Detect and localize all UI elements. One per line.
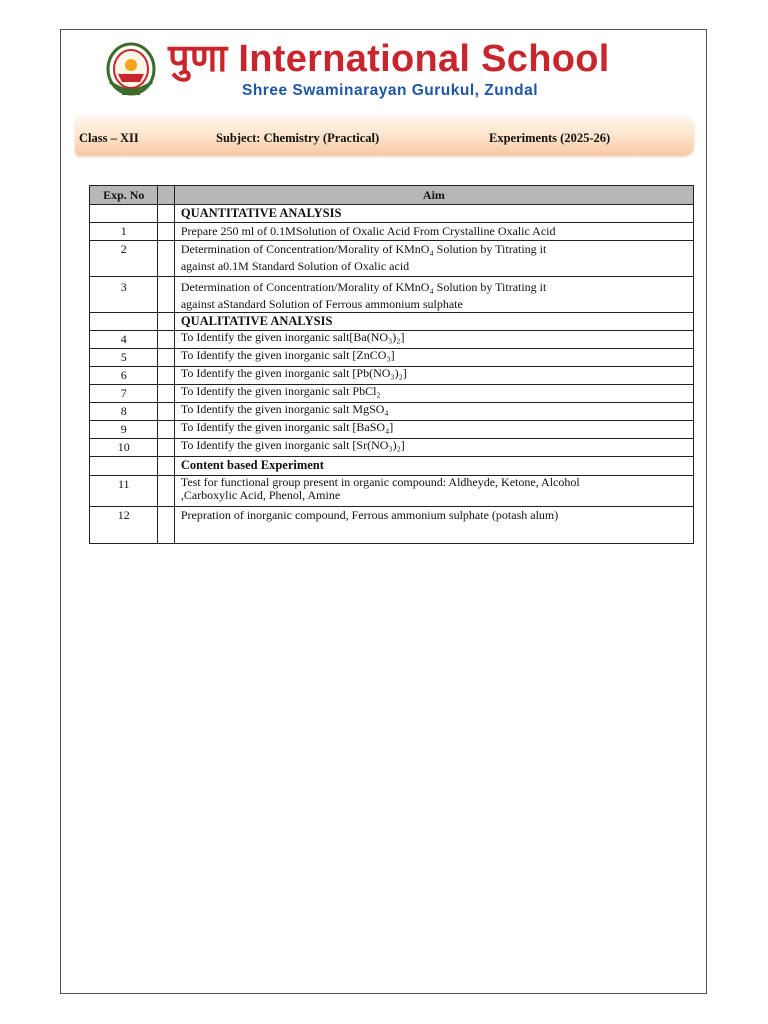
school-name-english: International School xyxy=(238,38,610,80)
school-header xyxy=(104,40,684,102)
section-row xyxy=(90,313,694,331)
table-row: 6 To Identify the given inorganic salt [Pb(NO₃)₂] xyxy=(90,367,694,385)
section-row xyxy=(90,457,694,476)
school-subtitle: Shree Swaminarayan Gurukul, Zundal xyxy=(242,82,539,99)
table-row: 2 Determination of Concentration/Morality of KMnO₄ Solution by Titrating it against a0.1M Standard Solution of Oxalic acid xyxy=(90,241,694,277)
section-row xyxy=(90,205,694,223)
table-row: 7 To Identify the given inorganic salt PbCl₂ xyxy=(90,385,694,403)
table-row: 9 To Identify the given inorganic salt [BaSO₄] xyxy=(90,421,694,439)
experiments-label: Experiments (2025-26) xyxy=(489,131,611,145)
table-row: 3 Determination of Concentration/Morality of KMnO₄ Solution by Titrating it against aStandard Solution of Ferrous ammonium sulphate xyxy=(90,277,694,313)
table-row: 10 To Identify the given inorganic salt [Sr(NO₃)₂] xyxy=(90,439,694,457)
school-name xyxy=(168,36,610,82)
header-exp-no: Exp. No xyxy=(90,186,158,205)
experiments-table xyxy=(89,185,694,544)
school-crest-icon xyxy=(104,42,158,98)
info-bar xyxy=(75,115,694,155)
header-aim: Aim xyxy=(174,186,693,205)
table-row: 1 Prepare 250 ml of 0.1MSolution of Oxalic Acid From Crystalline Oxalic Acid xyxy=(90,223,694,241)
header-blank xyxy=(158,186,174,205)
section-qualitative: QUALITATIVE ANALYSIS xyxy=(174,313,693,331)
subject-label: Subject: Chemistry (Practical) xyxy=(216,131,380,145)
class-label: Class – XII xyxy=(79,131,139,145)
table-header-row xyxy=(90,186,694,205)
table-row: 12 Prepration of inorganic compound, Ferrous ammonium sulphate (potash alum) xyxy=(90,507,694,544)
table-row: 8 To Identify the given inorganic salt MgSO₄ xyxy=(90,403,694,421)
section-content: Content based Experiment xyxy=(174,457,693,476)
table-row: 5 To Identify the given inorganic salt [ZnCO₃] xyxy=(90,349,694,367)
table-row: 4 To Identify the given inorganic salt[Ba(NO₃)₂] xyxy=(90,331,694,349)
table-row: 11 Test for functional group present in organic compound: Aldheyde, Ketone, Alcohol ,Carboxylic Acid, Phenol, Amine xyxy=(90,476,694,507)
school-name-devanagari: पुणा xyxy=(168,38,228,80)
section-quantitative: QUANTITATIVE ANALYSIS xyxy=(174,205,693,223)
